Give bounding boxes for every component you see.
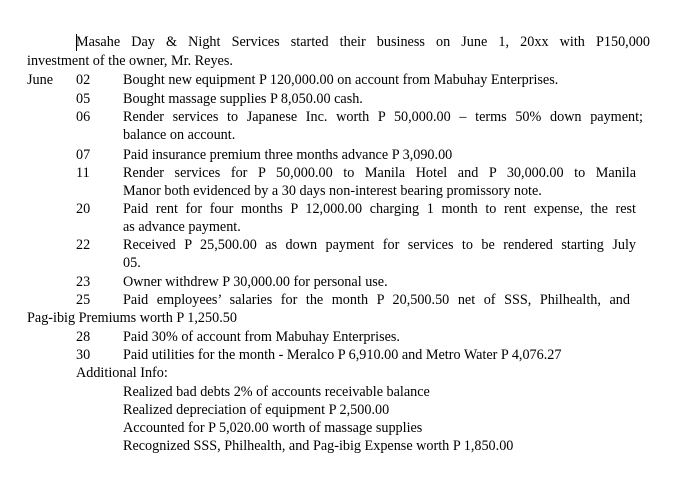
additional-info-item: Recognized SSS, Philhealth, and Pag-ibig Expense worth P 1,850.00 [123,438,514,454]
transaction-day: 30 [76,347,91,363]
additional-info-heading: Additional Info: [76,365,168,381]
transaction-text: Bought new equipment P 120,000.00 on account from Mabuhay Enterprises. [123,72,559,88]
transaction-text: Paid employees’ salaries for the month P 20,500.50 net of SSS, Philhealth, and [123,292,630,308]
transaction-day: 11 [76,165,90,181]
transaction-text: Paid 30% of account from Mabuhay Enterprises. [123,329,400,345]
transaction-text: Render services for P 50,000.00 to Manila Hotel and P 30,000.00 to Manila [123,165,636,181]
transaction-text: Render services to Japanese Inc. worth P 50,000.00 – terms 50% down payment; [123,109,643,125]
additional-info-item: Accounted for P 5,020.00 worth of massage supplies [123,420,423,436]
transaction-text: Paid rent for four months P 12,000.00 charging 1 month to rent expense, the rest [123,201,636,217]
additional-info-item: Realized depreciation of equipment P 2,500.00 [123,402,390,418]
transaction-text: Owner withdrew P 30,000.00 for personal use. [123,274,388,290]
transaction-day: 05 [76,91,91,107]
transaction-text-cont: 05. [123,255,141,271]
transaction-day: 23 [76,274,91,290]
intro-line-1: Masahe Day & Night Services started their business on June 1, 20xx with P150,000 [76,34,650,50]
month-label: June [27,72,54,88]
transaction-text-cont: Pag-ibig Premiums worth P 1,250.50 [27,310,237,326]
transaction-day: 02 [76,72,91,88]
transaction-text-cont: balance on account. [123,127,236,143]
transaction-day: 06 [76,109,91,125]
transaction-text: Paid utilities for the month - Meralco P 6,910.00 and Metro Water P 4,076.27 [123,347,562,363]
transaction-text-cont: Manor both evidenced by a 30 days non-interest bearing promissory note. [123,183,542,199]
transaction-day: 22 [76,237,91,253]
transaction-text: Bought massage supplies P 8,050.00 cash. [123,91,363,107]
additional-info-item: Realized bad debts 2% of accounts receivable balance [123,384,430,400]
transaction-day: 07 [76,147,91,163]
transaction-day: 20 [76,201,91,217]
transaction-text: Paid insurance premium three months advance P 3,090.00 [123,147,453,163]
intro-line-2: investment of the owner, Mr. Reyes. [27,53,233,69]
transaction-day: 28 [76,329,91,345]
transaction-text-cont: as advance payment. [123,219,241,235]
transaction-day: 25 [76,292,91,308]
transaction-text: Received P 25,500.00 as down payment for services to be rendered starting July [123,237,636,253]
